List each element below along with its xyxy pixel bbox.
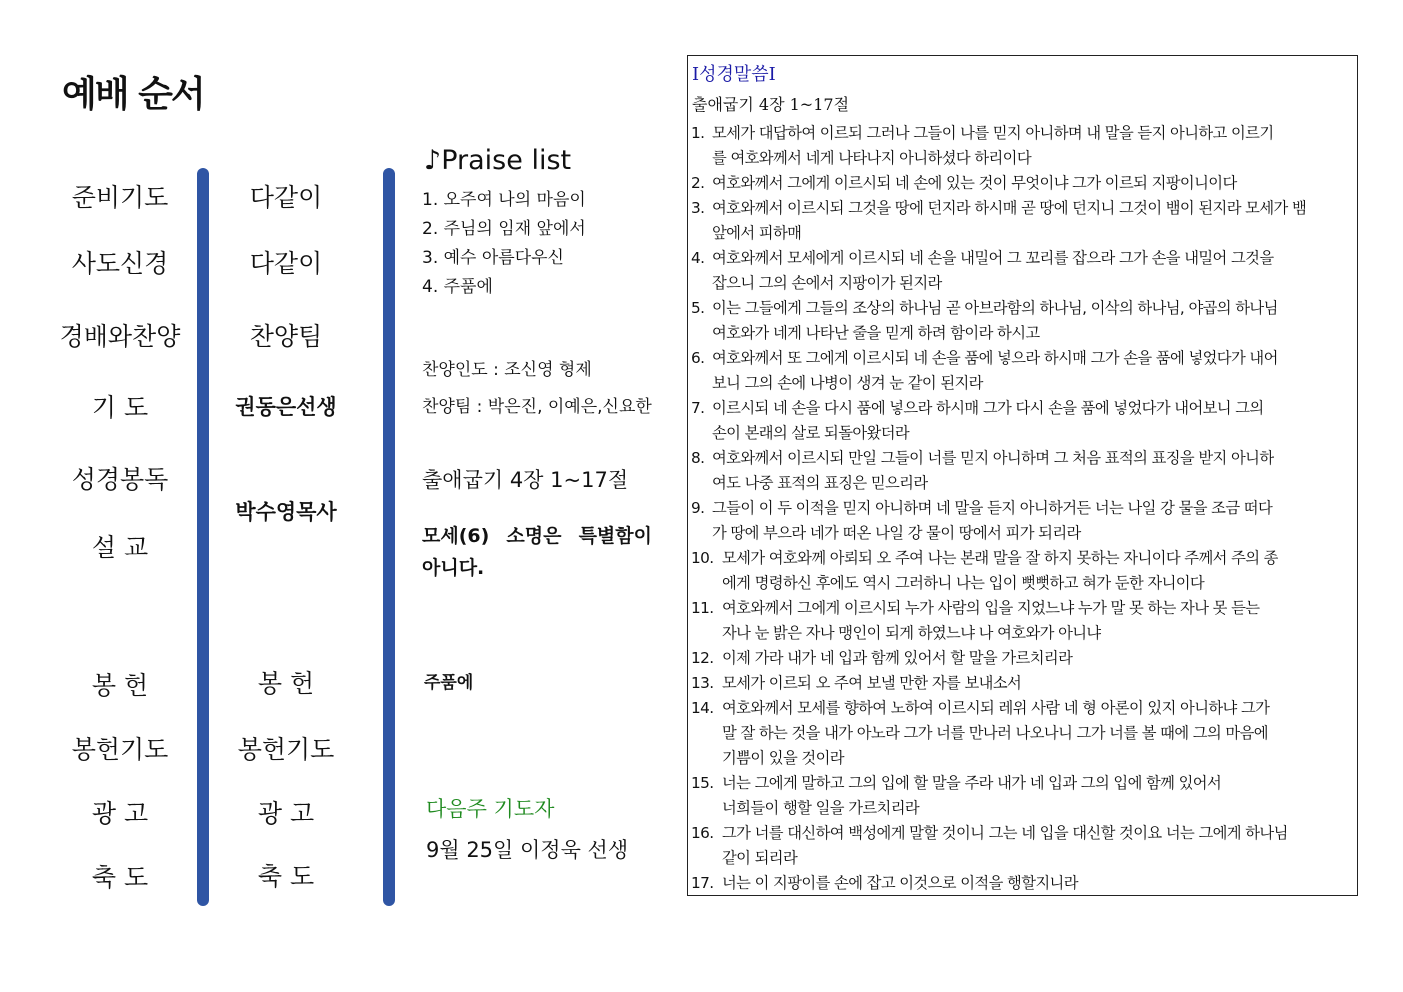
verse-line — [691, 121, 1354, 146]
verse-text: 같이 되리라 — [722, 849, 798, 867]
verse-number — [691, 721, 722, 746]
order-item: 준비기도 — [71, 183, 169, 212]
verse-line — [691, 146, 1354, 171]
verse-number: 11. — [691, 599, 714, 617]
verse-text: 여도 나중 표적의 표징은 믿으리라 — [712, 474, 928, 492]
verse-number: 8. — [691, 449, 705, 467]
verse-line — [691, 271, 1354, 296]
verse-number — [691, 746, 722, 771]
verse-number — [691, 221, 712, 246]
next-prayer-info: 9월 25일 이정욱 선생 — [426, 838, 629, 862]
verse-text: 자나 눈 밝은 자나 맹인이 되게 하였느냐 나 여호와가 아니냐 — [722, 624, 1101, 642]
verse-number: 15. — [691, 774, 714, 792]
scripture-heading: I성경말씀I — [692, 64, 776, 85]
verse-line — [691, 746, 1354, 771]
verse-line — [691, 646, 1354, 671]
verse-text: 그들이 이 두 이적을 믿지 아니하며 네 말을 듣지 아니하거든 너는 나일 강 물을 조금 떠다 — [712, 499, 1273, 517]
verse-number — [691, 521, 712, 546]
verse-line — [691, 171, 1354, 196]
verse-text: 너희들이 행할 일을 가르치리라 — [722, 799, 920, 817]
order-item: 축 도 — [91, 863, 149, 892]
verse-line — [691, 596, 1354, 621]
verse-number: 7. — [691, 399, 705, 417]
verse-number — [691, 471, 712, 496]
verse-text: 여호와께서 이르시되 만일 그들이 너를 믿지 아니하며 그 처음 표적의 표징을 받지 아니하 — [712, 449, 1274, 467]
divider-bar — [197, 168, 209, 906]
praise-song: 4. 주품에 — [422, 277, 493, 297]
verse-line — [691, 321, 1354, 346]
order-leader: 봉헌기도 — [237, 735, 335, 764]
praise-song-list — [422, 188, 586, 304]
verse-number — [691, 371, 712, 396]
order-leader: 찬양팀 — [249, 322, 323, 351]
verse-line — [691, 721, 1354, 746]
verse-number — [691, 846, 722, 871]
page-title: 예배 순서 — [62, 74, 204, 115]
verse-text: 에게 명령하신 후에도 역시 그러하니 나는 입이 뻣뻣하고 혀가 둔한 자니이다 — [722, 574, 1205, 592]
verse-number: 14. — [691, 699, 714, 717]
verse-number — [691, 421, 712, 446]
order-item: 경배와찬양 — [59, 322, 181, 351]
verse-number — [691, 621, 722, 646]
order-leader: 다같이 — [249, 183, 323, 212]
praise-list-title: ♪Praise list — [424, 145, 572, 176]
verse-text: 보니 그의 손에 나병이 생겨 눈 같이 된지라 — [712, 374, 983, 392]
order-item: 봉 헌 — [91, 671, 149, 700]
order-item: 봉헌기도 — [71, 735, 169, 764]
verse-number: 6. — [691, 349, 705, 367]
verse-number — [691, 271, 712, 296]
verse-text: 이는 그들에게 그들의 조상의 하나님 곧 아브라함의 하나님, 이삭의 하나님, 야곱의 하나님 — [712, 299, 1278, 317]
verse-line — [691, 521, 1354, 546]
verse-line — [691, 796, 1354, 821]
verse-line — [691, 496, 1354, 521]
verse-number: 9. — [691, 499, 705, 517]
order-item: 성경봉독 — [71, 465, 169, 494]
verse-text: 손이 본래의 살로 되돌아왔더라 — [712, 424, 910, 442]
verse-line — [691, 821, 1354, 846]
verse-number — [691, 321, 712, 346]
order-leader: 다같이 — [249, 249, 323, 278]
verse-text: 이제 가라 내가 네 입과 함께 있어서 할 말을 가르치리라 — [722, 649, 1073, 667]
verse-line — [691, 446, 1354, 471]
verse-text: 가 땅에 부으라 네가 떠온 나일 강 물이 땅에서 피가 되리라 — [712, 524, 1081, 542]
verse-line — [691, 371, 1354, 396]
verse-line — [691, 296, 1354, 321]
praise-song: 3. 예수 아름다우신 — [422, 248, 564, 268]
verse-line — [691, 471, 1354, 496]
verse-number — [691, 146, 712, 171]
order-item: 광 고 — [91, 799, 149, 828]
order-item: 설 교 — [91, 533, 149, 562]
praise-song: 1. 오주여 나의 마음이 — [422, 190, 586, 210]
verse-number: 4. — [691, 249, 705, 267]
order-item: 기 도 — [91, 393, 149, 422]
verse-line — [691, 346, 1354, 371]
verse-line — [691, 396, 1354, 421]
scripture-box — [687, 55, 1358, 896]
verse-number — [691, 571, 722, 596]
verse-text: 여호와께서 모세를 향하여 노하여 이르시되 레위 사람 네 형 아론이 있지 아니하냐 그가 — [722, 699, 1270, 717]
verse-line — [691, 246, 1354, 271]
verse-number: 17. — [691, 874, 714, 892]
verse-line — [691, 846, 1354, 871]
verse-line — [691, 221, 1354, 246]
verse-text: 여호와께서 이르시되 그것을 땅에 던지라 하시매 곧 땅에 던지니 그것이 뱀이 된지라 모세가 뱀 — [712, 199, 1307, 217]
verse-text: 잡으니 그의 손에서 지팡이가 된지라 — [712, 274, 942, 292]
verse-text: 모세가 대답하여 이르되 그러나 그들이 나를 믿지 아니하며 내 말을 듣지 아니하고 이르기 — [712, 124, 1274, 142]
scripture-reference: 출애굽기 4장 1~17절 — [692, 95, 850, 114]
verse-text: 너는 그에게 말하고 그의 입에 할 말을 주라 내가 네 입과 그의 입에 함께 있어서 — [722, 774, 1222, 792]
verse-text: 모세가 이르되 오 주여 보낼 만한 자를 보내소서 — [722, 674, 1022, 692]
verse-line — [691, 571, 1354, 596]
verse-number: 13. — [691, 674, 714, 692]
verse-number: 12. — [691, 649, 714, 667]
verse-text: 여호와께서 그에게 이르시되 누가 사람의 입을 지었느냐 누가 말 못 하는 자나 못 듣는 — [722, 599, 1260, 617]
verse-number: 3. — [691, 199, 705, 217]
verse-text: 여호와께서 그에게 이르시되 네 손에 있는 것이 무엇이냐 그가 이르되 지팡이니이다 — [712, 174, 1237, 192]
verse-number: 2. — [691, 174, 705, 192]
sermon-title: 모세(6) 소명은 특별함이 아니다. — [422, 525, 652, 579]
verse-number: 5. — [691, 299, 705, 317]
verse-text: 모세가 여호와께 아뢰되 오 주여 나는 본래 말을 잘 하지 못하는 자니이다 주께서 주의 종 — [722, 549, 1278, 567]
order-leader: 봉 헌 — [257, 669, 315, 698]
order-leader: 권동은선생 — [235, 395, 337, 419]
verse-number: 10. — [691, 549, 714, 567]
verse-text: 기쁨이 있을 것이라 — [722, 749, 844, 767]
verse-text: 앞에서 피하매 — [712, 224, 802, 242]
verse-line — [691, 196, 1354, 221]
verse-text: 이르시되 네 손을 다시 품에 넣으라 하시매 그가 다시 손을 품에 넣었다가 내어보니 그의 — [712, 399, 1264, 417]
verse-text: 여호와께서 모세에게 이르시되 네 손을 내밀어 그 꼬리를 잡으라 그가 손을 내밀어 그것을 — [712, 249, 1274, 267]
order-leader: 박수영목사 — [235, 500, 337, 524]
offering-song: 주품에 — [424, 673, 474, 693]
verse-number: 1. — [691, 124, 705, 142]
order-leader: 광 고 — [257, 799, 315, 828]
verse-number — [691, 796, 722, 821]
verse-text: 여호와가 네게 나타난 줄을 믿게 하려 함이라 하시고 — [712, 324, 1040, 342]
verse-text: 너는 이 지팡이를 손에 잡고 이것으로 이적을 행할지니라 — [722, 874, 1078, 892]
verse-line — [691, 546, 1354, 571]
verse-line — [691, 871, 1354, 896]
verse-text: 말 잘 하는 것을 내가 아노라 그가 너를 만나러 나오나니 그가 너를 볼 때에 그의 마음에 — [722, 724, 1268, 742]
verse-line — [691, 671, 1354, 696]
praise-leader-info: 찬양인도 : 조신영 형제 — [422, 360, 592, 380]
verse-line — [691, 621, 1354, 646]
verse-number: 16. — [691, 824, 714, 842]
divider-bar — [383, 168, 395, 906]
verse-text: 여호와께서 또 그에게 이르시되 네 손을 품에 넣으라 하시매 그가 손을 품에 넣었다가 내어 — [712, 349, 1278, 367]
verse-line — [691, 771, 1354, 796]
verse-line — [691, 696, 1354, 721]
next-prayer-label: 다음주 기도자 — [426, 797, 555, 821]
verse-list — [691, 121, 1354, 896]
praise-song: 2. 주님의 임재 앞에서 — [422, 219, 586, 239]
verse-text: 를 여호와께서 네게 나타나지 아니하셨다 하리이다 — [712, 149, 1032, 167]
reading-reference: 출애굽기 4장 1~17절 — [422, 468, 629, 492]
order-item: 사도신경 — [71, 249, 169, 278]
verse-line — [691, 421, 1354, 446]
order-leader: 축 도 — [257, 862, 315, 891]
praise-team-info: 찬양팀 : 박은진, 이예은,신요한 — [422, 397, 652, 417]
verse-text: 그가 너를 대신하여 백성에게 말할 것이니 그는 네 입을 대신할 것이요 너는 그에게 하나님 — [722, 824, 1288, 842]
